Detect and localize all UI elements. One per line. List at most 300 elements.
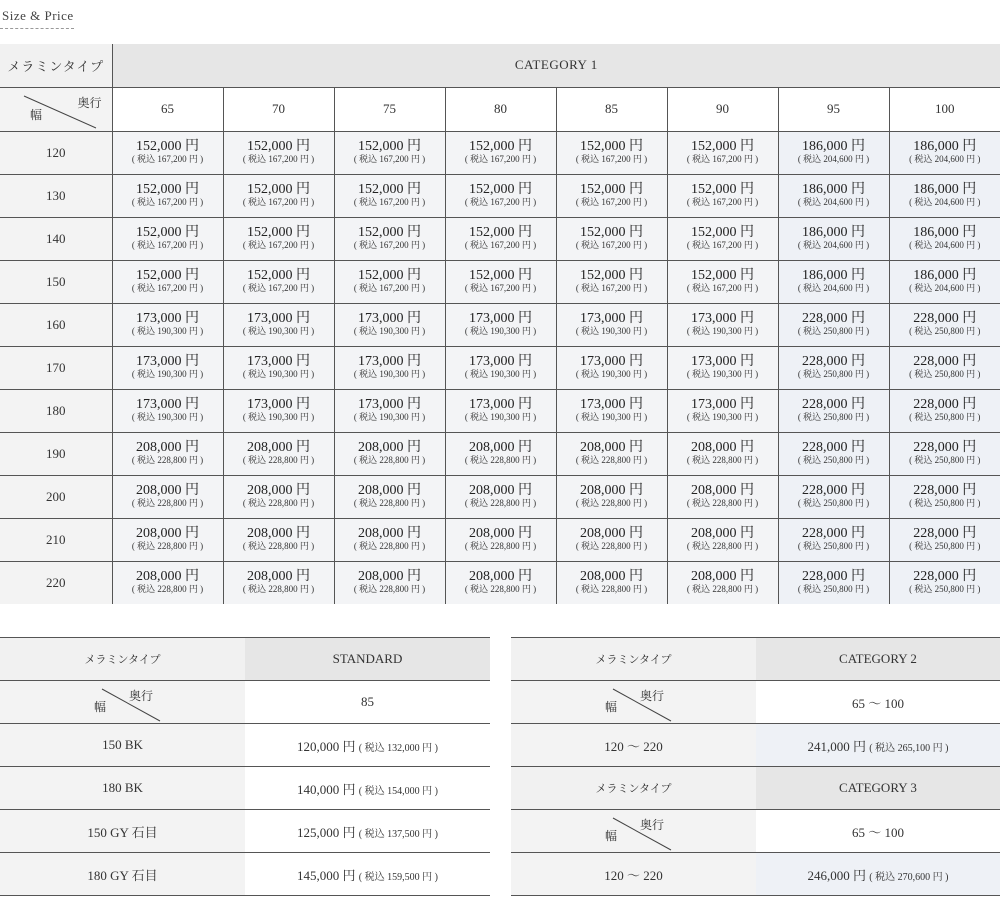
price-cell (334, 260, 445, 303)
price-cell (667, 260, 778, 303)
price: 152,000 円 (469, 182, 532, 197)
tax-included-price: ( 税込 167,200 円 ) (686, 154, 759, 164)
price: 173,000 円 (136, 354, 199, 369)
price-cell (112, 260, 223, 303)
price: 152,000 円 (247, 139, 310, 154)
table-row (0, 217, 1000, 260)
price: 186,000 円 (913, 268, 977, 283)
type-label: メラミンタイプ (0, 44, 112, 87)
tax-included-price: ( 税込 190,300 円 ) (131, 369, 204, 379)
price-cell (556, 131, 667, 174)
tax-included-price: ( 税込 167,200 円 ) (242, 154, 315, 164)
tax-included-price: ( 税込 228,800 円 ) (242, 584, 315, 595)
price-cell (778, 131, 889, 174)
width-label: 幅 (94, 700, 107, 714)
price-cell (334, 561, 445, 604)
width-value: 150 (0, 260, 112, 303)
table-row (0, 475, 1000, 518)
price: 152,000 円 (691, 268, 754, 283)
price-cell (667, 518, 778, 561)
price-cell (223, 303, 334, 346)
price-cell (667, 561, 778, 604)
table-row (0, 724, 490, 767)
price-cell (778, 389, 889, 432)
price: 208,000 円 (247, 440, 310, 455)
width-label: 幅 (605, 829, 618, 843)
tax-included-price: ( 税込 270,600 円 ) (869, 871, 949, 883)
tax-included-price: ( 税込 250,800 円 ) (797, 498, 870, 508)
price-cell (445, 432, 556, 475)
price-cell (889, 217, 1000, 260)
depth-header: 65 (112, 87, 223, 131)
price-cell (112, 432, 223, 475)
price-cell (556, 260, 667, 303)
price: 152,000 円 (358, 225, 421, 240)
price-cell (556, 303, 667, 346)
tax-included-price: ( 税込 250,800 円 ) (797, 369, 870, 379)
price: 186,000 円 (802, 268, 865, 283)
price: 173,000 円 (358, 397, 421, 412)
price-table-category-1 (0, 44, 1000, 604)
tax-included-price: ( 税込 228,800 円 ) (242, 455, 315, 465)
price: 152,000 円 (358, 268, 421, 283)
price-cell (889, 131, 1000, 174)
price: 173,000 円 (136, 397, 199, 412)
price: 152,000 円 (580, 182, 643, 197)
tax-included-price: ( 税込 167,200 円 ) (131, 283, 204, 293)
category-header: STANDARD (245, 638, 490, 681)
price: 152,000 円 (469, 139, 532, 154)
price-cell (667, 389, 778, 432)
price-cell (245, 724, 490, 767)
price: 208,000 円 (469, 569, 532, 585)
price: 228,000 円 (913, 569, 977, 585)
tax-included-price: ( 税込 167,200 円 ) (464, 240, 537, 250)
tax-included-price: ( 税込 190,300 円 ) (464, 369, 537, 379)
tax-included-price: ( 税込 190,300 円 ) (242, 326, 315, 336)
tax-included-price: ( 税込 167,200 円 ) (353, 240, 426, 250)
price-cell (889, 518, 1000, 561)
price-cell (223, 346, 334, 389)
tax-included-price: ( 税込 204,600 円 ) (797, 240, 870, 250)
tax-included-price: ( 税込 250,800 円 ) (909, 326, 981, 336)
tax-included-price: ( 税込 228,800 円 ) (242, 541, 315, 551)
tax-included-price: ( 税込 228,800 円 ) (464, 584, 537, 595)
price: 186,000 円 (802, 225, 865, 240)
table-row (0, 174, 1000, 217)
tax-included-price: ( 税込 167,200 円 ) (242, 240, 315, 250)
width-range: 120 ～ 220 (511, 724, 756, 767)
width-value: 160 (0, 303, 112, 346)
tax-included-price: ( 税込 159,500 円 ) (358, 871, 438, 883)
price-cell (778, 217, 889, 260)
tax-included-price: ( 税込 228,800 円 ) (575, 455, 648, 465)
depth-range: 65 ～ 100 (756, 810, 1000, 853)
tax-included-price: ( 税込 228,800 円 ) (686, 455, 759, 465)
tax-included-price: ( 税込 228,800 円 ) (575, 541, 648, 551)
price: 173,000 円 (247, 311, 310, 326)
price: 173,000 円 (580, 354, 643, 369)
width-value: 210 (0, 518, 112, 561)
tax-included-price: ( 税込 204,600 円 ) (909, 240, 981, 250)
price-cell (445, 475, 556, 518)
price: 125,000 円 (297, 824, 356, 840)
tax-included-price: ( 税込 228,800 円 ) (686, 541, 759, 551)
tax-included-price: ( 税込 167,200 円 ) (464, 197, 537, 207)
price-cell (223, 174, 334, 217)
price-cell (112, 174, 223, 217)
diagonal-line (511, 810, 756, 853)
width-value: 180 BK (0, 767, 245, 810)
price: 140,000 円 (297, 781, 356, 797)
tax-included-price: ( 税込 190,300 円 ) (575, 412, 648, 422)
price-cell (334, 518, 445, 561)
depth-header: 95 (778, 87, 889, 131)
tax-included-price: ( 税込 228,800 円 ) (131, 541, 204, 551)
price-cell (334, 475, 445, 518)
price-cell (556, 432, 667, 475)
tax-included-price: ( 税込 167,200 円 ) (353, 283, 426, 293)
tax-included-price: ( 税込 228,800 円 ) (131, 455, 204, 465)
price: 152,000 円 (136, 268, 199, 283)
tax-included-price: ( 税込 154,000 円 ) (358, 785, 438, 797)
price-cell (889, 475, 1000, 518)
tax-included-price: ( 税込 167,200 円 ) (131, 240, 204, 250)
price: 152,000 円 (358, 182, 421, 197)
price-cell (556, 346, 667, 389)
width-value: 130 (0, 174, 112, 217)
price-cell (112, 561, 223, 604)
price-cell (667, 174, 778, 217)
tax-included-price: ( 税込 190,300 円 ) (464, 412, 537, 422)
type-label: メラミンタイプ (0, 638, 245, 681)
title-underline (0, 28, 74, 29)
price-cell (112, 475, 223, 518)
axis-corner-cell (0, 681, 245, 724)
table-row (0, 303, 1000, 346)
price-cell (223, 260, 334, 303)
tax-included-price: ( 税込 190,300 円 ) (353, 326, 426, 336)
price: 228,000 円 (913, 526, 977, 541)
tax-included-price: ( 税込 250,800 円 ) (797, 412, 870, 422)
price: 208,000 円 (691, 526, 754, 541)
price-cell (667, 346, 778, 389)
tax-included-price: ( 税込 190,300 円 ) (242, 369, 315, 379)
price-cell (556, 561, 667, 604)
tax-included-price: ( 税込 228,800 円 ) (464, 455, 537, 465)
price: 152,000 円 (136, 225, 199, 240)
axis-corner-cell (511, 810, 756, 853)
price-cell (778, 346, 889, 389)
tax-included-price: ( 税込 167,200 円 ) (464, 283, 537, 293)
tax-included-price: ( 税込 250,800 円 ) (797, 541, 870, 551)
table-row (0, 561, 1000, 604)
price: 152,000 円 (358, 139, 421, 154)
price-cell (889, 561, 1000, 604)
price: 152,000 円 (247, 182, 310, 197)
width-value: 120 (0, 131, 112, 174)
tax-included-price: ( 税込 167,200 円 ) (686, 283, 759, 293)
table-row (511, 724, 1000, 767)
price: 208,000 円 (247, 526, 310, 541)
width-value: 150 BK (0, 724, 245, 767)
price: 208,000 円 (247, 483, 310, 498)
price-cell (334, 389, 445, 432)
price-cell (445, 303, 556, 346)
table-row (0, 346, 1000, 389)
depth-header: 100 (889, 87, 1000, 131)
tax-included-price: ( 税込 190,300 円 ) (353, 412, 426, 422)
price: 186,000 円 (913, 182, 977, 197)
price-cell (778, 518, 889, 561)
price-cell (667, 131, 778, 174)
price: 208,000 円 (580, 526, 643, 541)
price: 152,000 円 (691, 182, 754, 197)
price: 208,000 円 (691, 440, 754, 455)
price-cell (223, 389, 334, 432)
price: 152,000 円 (691, 225, 754, 240)
table-row (0, 432, 1000, 475)
table-row (0, 131, 1000, 174)
price-cell (223, 518, 334, 561)
price: 173,000 円 (358, 354, 421, 369)
width-range: 120 ～ 220 (511, 853, 756, 896)
category-header: CATEGORY 1 (112, 44, 1000, 87)
width-value: 140 (0, 217, 112, 260)
price-cell (112, 217, 223, 260)
tax-included-price: ( 税込 228,800 円 ) (242, 498, 315, 508)
price-cell (778, 432, 889, 475)
price: 173,000 円 (580, 311, 643, 326)
width-value: 180 (0, 389, 112, 432)
price-cell (245, 810, 490, 853)
price-cell (334, 303, 445, 346)
price: 208,000 円 (580, 569, 643, 585)
price-cell (889, 432, 1000, 475)
price: 152,000 円 (691, 139, 754, 154)
price-cell (667, 217, 778, 260)
tax-included-price: ( 税込 228,800 円 ) (131, 584, 204, 595)
price: 208,000 円 (136, 483, 199, 498)
tax-included-price: ( 税込 250,800 円 ) (909, 412, 981, 422)
tax-included-price: ( 税込 190,300 円 ) (242, 412, 315, 422)
price-cell (445, 217, 556, 260)
price: 152,000 円 (136, 139, 199, 154)
price: 208,000 円 (136, 526, 199, 541)
price: 228,000 円 (913, 483, 977, 498)
price: 173,000 円 (691, 354, 754, 369)
tax-included-price: ( 税込 190,300 円 ) (686, 369, 759, 379)
table-row (0, 810, 490, 853)
price: 208,000 円 (469, 526, 532, 541)
price-cell (112, 518, 223, 561)
price: 208,000 円 (136, 440, 199, 455)
price-cell (778, 260, 889, 303)
table-row (0, 767, 490, 810)
price-cell (889, 260, 1000, 303)
price-cell (445, 260, 556, 303)
price: 208,000 円 (691, 483, 754, 498)
depth-label: 奥行 (639, 818, 664, 832)
tax-included-price: ( 税込 167,200 円 ) (353, 197, 426, 207)
depth-header: 90 (667, 87, 778, 131)
price: 173,000 円 (691, 397, 754, 412)
price: 152,000 円 (580, 225, 643, 240)
table-row (511, 853, 1000, 896)
price: 208,000 円 (358, 440, 421, 455)
tax-included-price: ( 税込 250,800 円 ) (909, 541, 981, 551)
price: 208,000 円 (691, 569, 754, 585)
tax-included-price: ( 税込 167,200 円 ) (242, 197, 315, 207)
price-cell (667, 475, 778, 518)
price-cell (334, 346, 445, 389)
axis-corner-cell (0, 87, 112, 131)
tax-included-price: ( 税込 190,300 円 ) (686, 326, 759, 336)
tax-included-price: ( 税込 250,800 円 ) (909, 455, 981, 465)
price-cell (245, 853, 490, 896)
depth-header: 85 (556, 87, 667, 131)
depth-value: 85 (245, 681, 490, 724)
tax-included-price: ( 税込 167,200 円 ) (575, 197, 648, 207)
diagonal-line (0, 681, 245, 724)
depth-label: 奥行 (639, 689, 664, 703)
price: 208,000 円 (358, 526, 421, 541)
price: 208,000 円 (358, 569, 421, 585)
tax-included-price: ( 税込 228,800 円 ) (353, 541, 426, 551)
section-title: Size & Price (2, 8, 74, 23)
depth-label: 奥行 (128, 689, 153, 703)
price: 208,000 円 (136, 569, 199, 585)
price: 173,000 円 (469, 311, 532, 326)
tax-included-price: ( 税込 167,200 円 ) (131, 154, 204, 164)
price-cell (112, 346, 223, 389)
tax-included-price: ( 税込 190,300 円 ) (131, 412, 204, 422)
price-cell (667, 432, 778, 475)
price-cell (778, 475, 889, 518)
price: 208,000 円 (469, 483, 532, 498)
price: 228,000 円 (802, 440, 865, 455)
tax-included-price: ( 税込 204,600 円 ) (797, 283, 870, 293)
price: 152,000 円 (580, 268, 643, 283)
price: 186,000 円 (913, 225, 977, 240)
price-cell (334, 432, 445, 475)
tax-included-price: ( 税込 167,200 円 ) (575, 240, 648, 250)
price-cell (778, 561, 889, 604)
price: 208,000 円 (580, 483, 643, 498)
price: 152,000 円 (136, 182, 199, 197)
price-cell (112, 131, 223, 174)
price: 145,000 円 (297, 867, 356, 883)
type-label: メラミンタイプ (511, 767, 756, 810)
tax-included-price: ( 税込 265,100 円 ) (869, 742, 949, 754)
price-cell (245, 767, 490, 810)
tax-included-price: ( 税込 167,200 円 ) (464, 154, 537, 164)
price-cell (223, 432, 334, 475)
price: 120,000 円 (297, 738, 356, 754)
price: 241,000 円 (807, 738, 867, 754)
tax-included-price: ( 税込 250,800 円 ) (797, 326, 870, 336)
price: 228,000 円 (913, 440, 977, 455)
price: 173,000 円 (580, 397, 643, 412)
price: 228,000 円 (802, 397, 865, 412)
price-cell (556, 217, 667, 260)
type-label: メラミンタイプ (511, 638, 756, 681)
depth-label: 奥行 (77, 95, 102, 110)
price: 228,000 円 (802, 354, 865, 369)
price: 186,000 円 (802, 139, 865, 154)
price: 208,000 円 (358, 483, 421, 498)
tax-included-price: ( 税込 204,600 円 ) (909, 283, 981, 293)
price-cell (223, 131, 334, 174)
price: 173,000 円 (469, 397, 532, 412)
width-value: 190 (0, 432, 112, 475)
tax-included-price: ( 税込 204,600 円 ) (797, 197, 870, 207)
price: 208,000 円 (247, 569, 310, 585)
tax-included-price: ( 税込 250,800 円 ) (797, 584, 870, 595)
tax-included-price: ( 税込 250,800 円 ) (797, 455, 870, 465)
table-row (0, 853, 490, 896)
depth-header: 75 (334, 87, 445, 131)
price: 173,000 円 (136, 311, 199, 326)
price-table-category-2-3 (511, 637, 1000, 896)
tax-included-price: ( 税込 167,200 円 ) (131, 197, 204, 207)
price: 186,000 円 (913, 139, 977, 154)
tax-included-price: ( 税込 250,800 円 ) (909, 369, 981, 379)
price-cell (756, 724, 1000, 767)
tax-included-price: ( 税込 228,800 円 ) (575, 498, 648, 508)
tax-included-price: ( 税込 204,600 円 ) (909, 197, 981, 207)
price-cell (556, 174, 667, 217)
tax-included-price: ( 税込 204,600 円 ) (909, 154, 981, 164)
tax-included-price: ( 税込 228,800 円 ) (464, 498, 537, 508)
category-2-header: CATEGORY 2 (756, 638, 1000, 681)
diagonal-line (511, 681, 756, 724)
price: 152,000 円 (247, 268, 310, 283)
price-cell (556, 518, 667, 561)
price-cell (889, 346, 1000, 389)
price: 173,000 円 (358, 311, 421, 326)
tax-included-price: ( 税込 132,000 円 ) (358, 742, 438, 754)
tax-included-price: ( 税込 228,800 円 ) (464, 541, 537, 551)
price: 173,000 円 (691, 311, 754, 326)
tax-included-price: ( 税込 190,300 円 ) (131, 326, 204, 336)
tax-included-price: ( 税込 167,200 円 ) (242, 283, 315, 293)
price-cell (334, 131, 445, 174)
tax-included-price: ( 税込 228,800 円 ) (353, 584, 426, 595)
tax-included-price: ( 税込 190,300 円 ) (575, 326, 648, 336)
price-cell (889, 174, 1000, 217)
price-cell (445, 389, 556, 432)
price: 228,000 円 (802, 483, 865, 498)
width-value: 220 (0, 561, 112, 604)
tax-included-price: ( 税込 228,800 円 ) (353, 455, 426, 465)
price-cell (112, 389, 223, 432)
price: 208,000 円 (469, 440, 532, 455)
price-cell (445, 346, 556, 389)
price: 228,000 円 (802, 311, 865, 326)
price: 173,000 円 (247, 397, 310, 412)
tax-included-price: ( 税込 228,800 円 ) (353, 498, 426, 508)
price: 186,000 円 (802, 182, 865, 197)
tax-included-price: ( 税込 250,800 円 ) (909, 498, 981, 508)
price-cell (556, 475, 667, 518)
tax-included-price: ( 税込 167,200 円 ) (686, 240, 759, 250)
price-cell (223, 475, 334, 518)
price: 228,000 円 (802, 526, 865, 541)
price-cell (778, 303, 889, 346)
price-cell (445, 174, 556, 217)
price-cell (889, 303, 1000, 346)
